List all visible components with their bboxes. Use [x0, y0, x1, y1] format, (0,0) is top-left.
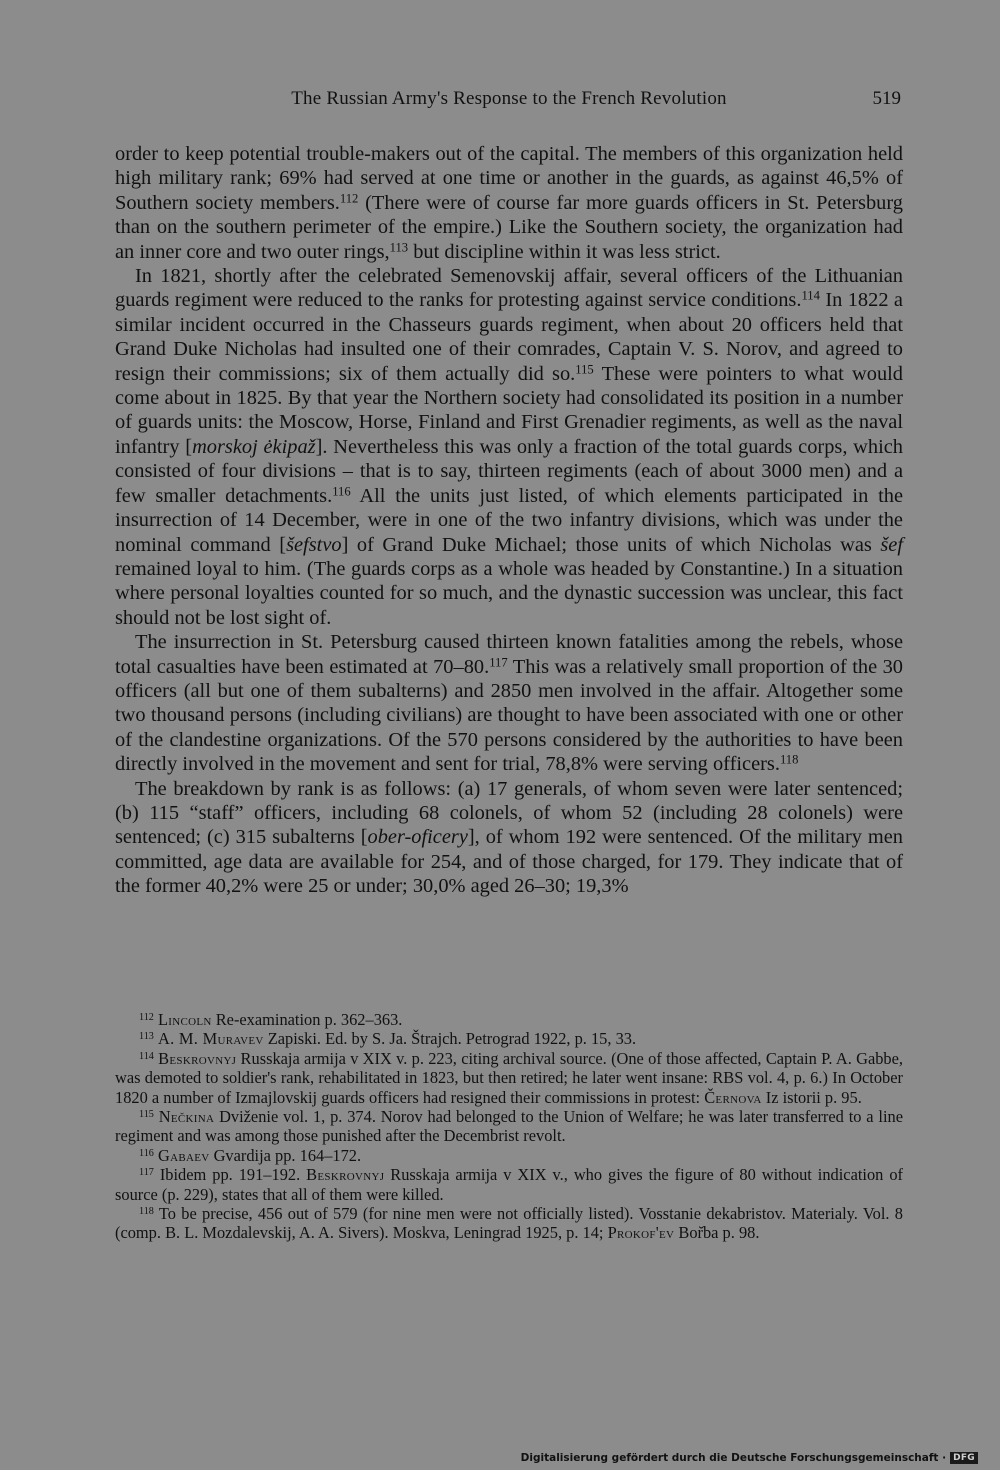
footnote-ref: 118 [779, 752, 799, 767]
text-run: ], of whom 192 were sentenced. Of the military men committed, age data are available for 254, and of those charged, for 179. They indicate that of the former 40,2% were 25 or under; 30,0% aged 26–30; 19,3% [115, 826, 903, 898]
footnote-author: Prokof'ev [607, 1223, 675, 1243]
text-run: The breakdown by rank is as follows: (a) 17 generals, of whom seven were later sentenced; (b) 115 “staff” officers, including 68 colonels, of whom 52 (including 28 colonels) were sentenced; (c) 315 subalterns [ [115, 777, 903, 849]
footnote-text: Bor̆ba p. 98. [674, 1223, 760, 1243]
footnote-ref: 116 [332, 484, 351, 499]
footnote [115, 1165, 903, 1204]
text-run: but discipline within it was less strict. [408, 240, 721, 263]
italic-term: ober-oficery [367, 826, 468, 849]
footnote-text: Dviženie vol. 1, p. 374. Norov had belonged to the Union of Welfare; he was later transferred to a line regiment and was among those punished after the Decembrist revolt. [115, 1107, 903, 1146]
text-run: These were pointers to what would come about in 1825. By that year the Northern society had consolidated its position in a number of guards units: the Moscow, Horse, Finland and First Grenadier regiments, as well as the naval infantry [ [115, 362, 904, 458]
footnote [115, 1107, 903, 1146]
footnote [115, 1029, 903, 1048]
body-text [115, 142, 903, 899]
footnotes [115, 1010, 903, 1243]
footnote-number: 117 [139, 1167, 154, 1179]
footnote-text: Iz istorii p. 95. [761, 1087, 862, 1107]
footnote-text: Russkaja armija v XIX v., who gives the figure of 80 without indication of source (p. 229), states that all of them were killed. [115, 1165, 903, 1204]
footnote-ref: 114 [801, 289, 820, 304]
footnote-author: Černova [704, 1087, 762, 1107]
footnote-author: Nečkina [158, 1107, 215, 1127]
footnote-text: Russkaja armija v XIX v. p. 223, citing archival source. (One of those affected, Captain P. A. Gabbe, was demoted to soldier's rank, rehabilitated in 1823, but then retired; he later went insane: RBS vol. 4, p. 6.) In October 1820 a number of Izmajlovskij guards officers had resigned their commissions in protest: [115, 1048, 903, 1107]
page-header [115, 88, 903, 116]
footnote-number: 118 [139, 1205, 154, 1217]
footnote-ref: 117 [489, 655, 508, 670]
footnote-number: 114 [139, 1050, 154, 1062]
footnote-text: Re-examination p. 362–363. [211, 1010, 403, 1029]
credit-text: Digitalisierung gefördert durch die Deutsche Forschungsgemeinschaft · [520, 1452, 947, 1464]
dfg-logo: DFG [950, 1452, 978, 1464]
footnote [115, 1049, 903, 1107]
footnote [115, 1146, 903, 1165]
digitization-credit [521, 1452, 978, 1464]
text-run: The insurrection in St. Petersburg caused thirteen known fatalities among the rebels, whose total casualties have been estimated at 70–80. [115, 631, 903, 678]
footnote [115, 1204, 903, 1243]
italic-term: šefstvo [286, 533, 342, 556]
footnote-author: Lincoln [157, 1010, 212, 1029]
footnote-author: A. M. Muravev [157, 1029, 264, 1049]
text-run: order to keep potential trouble-makers out of the capital. The members of this organization held high military rank; 69% had served at one time or another in the guards, as against 46,5% of Southern society members. [115, 143, 903, 214]
footnote-text: Gvardija pp. 164–172. [209, 1145, 362, 1165]
footnote-author: Gabaev [157, 1145, 210, 1165]
text-run: All the units just listed, of which elements participated in the insurrection of 14 December, were in one of the two infantry divisions, which was under the nominal command [ [115, 484, 903, 556]
footnote-number: 116 [139, 1147, 154, 1159]
footnote-text: Zapiski. Ed. by S. Ja. Štrajch. Petrograd 1922, p. 15, 33. [263, 1029, 637, 1049]
text-run: (There were of course far more guards officers in St. Petersburg than on the southern perimeter of the empire.) Like the Southern society, the organization had an inner core and two outer rings, [115, 191, 903, 263]
text-run: In 1821, shortly after the celebrated Semenovskij affair, several officers of the Lithuanian guards regiment were reduced to the ranks for protesting against service conditions. [115, 265, 903, 312]
italic-term: šef [880, 533, 903, 556]
paragraph-3 [115, 630, 903, 776]
footnote-ref: 113 [389, 240, 409, 255]
footnote-ref: 115 [575, 362, 594, 377]
text-run: In 1822 a similar incident occurred in the Chasseurs guards regiment, when about 20 officers held that Grand Duke Nicholas had insulted one of their comrades, Captain V. S. Norov, and agreed to resign their commissions; six of them actually did so. [115, 289, 903, 385]
text-run: This was a relatively small proportion of the 30 officers (all but one of them subalterns) and 2850 men involved in the affair. Altogether some two thousand persons (including civilians) are thought to have been associated with one or other of the clandestine organizations. Of the 570 persons considered by the authorities to have been directly involved in the movement and sent for trial, 78,8% were serving officers. [115, 655, 903, 776]
footnote-number: 113 [139, 1031, 154, 1043]
text-run: ]. Nevertheless this was only a fraction of the total guards corps, which consisted of four divisions – that is to say, thirteen regiments (each of about 3000 men) and a few smaller detachments. [115, 435, 904, 507]
footnote-number: 115 [139, 1108, 154, 1120]
footnote-author: Beskrovnyj [158, 1048, 237, 1068]
running-head: The Russian Army's Response to the French Revolution [291, 88, 727, 109]
italic-term: morskoj ėkipaž [192, 435, 316, 458]
footnote-text: To be precise, 456 out of 579 (for nine men were not officially listed). Vosstanie dekabristov. Materialy. Vol. 8 (comp. B. L. Mozdalevskij, A. A. Sivers). Moskva, Leningrad 1925, p. 14; [115, 1204, 903, 1243]
text-run: remained loyal to him. (The guards corps as a whole was headed by Constantine.) In a situation where personal loyalties counted for so much, and the dynastic succession was unclear, this fact should not be lost sight of. [115, 557, 903, 629]
footnote [115, 1010, 903, 1029]
paragraph-1 [115, 142, 903, 264]
page-number: 519 [872, 88, 901, 109]
paragraph-2 [115, 264, 903, 630]
footnote-author: Beskrovnyj [306, 1165, 385, 1185]
paragraph-4 [115, 777, 903, 899]
footnote-ref: 112 [339, 191, 359, 206]
text-run: ] of Grand Duke Michael; those units of which Nicholas was [341, 533, 881, 556]
footnote-text: Ibidem pp. 191–192. [159, 1165, 307, 1185]
footnote-number: 112 [139, 1011, 154, 1023]
